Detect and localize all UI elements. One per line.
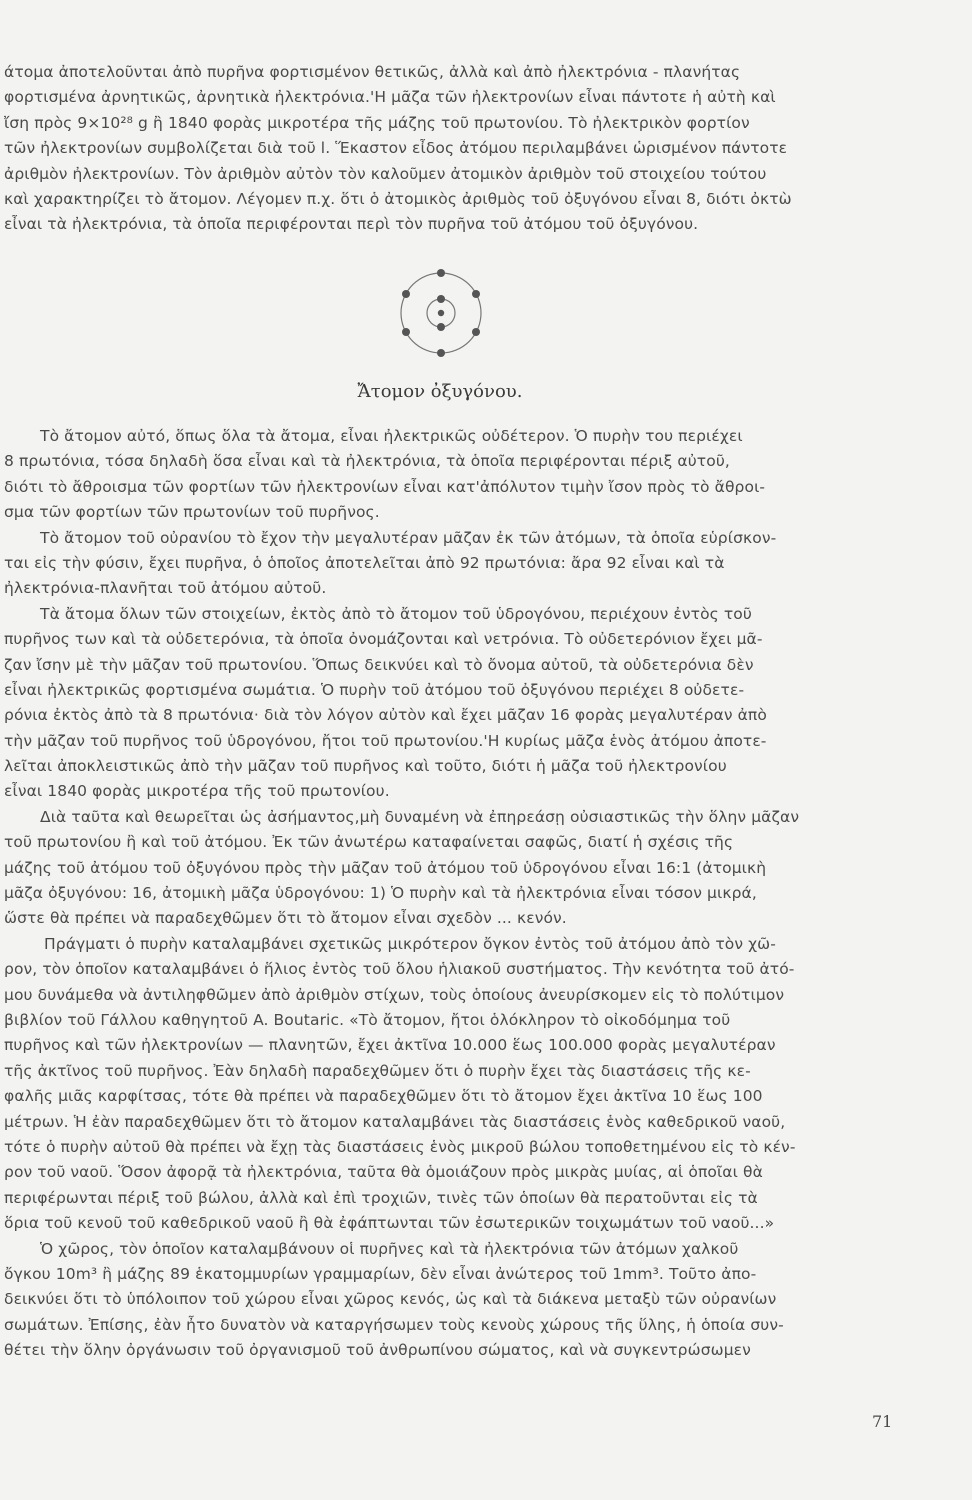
text-line: καὶ χαρακτηρίζει τὸ ἄτομον. Λέγομεν π.χ. ὅτι ὁ ἀτομικὸς ἀριθμὸς τοῦ ὀξυγόνου εἶναι 8, διότι ὀκτὼ xyxy=(4,189,792,208)
text-line: άτομα ἀποτελοῦνται ἀπὸ πυρῆνα φορτισμένον θετικῶς, ἀλλὰ καὶ ἀπὸ ἠλεκτρόνια - πλανήτας xyxy=(4,63,741,81)
text-line: βιβλίον τοῦ Γάλλου καθηγητοῦ A. Boutaric. «Τὸ ἄτομον, ἤτοι ὁλόκληρον τὸ οἰκοδόμημα τοῦ xyxy=(4,1010,731,1029)
text-line: ρον τοῦ ναοῦ. Ὅσον ἀφορᾷ τὰ ἠλεκτρόνια, ταῦτα θὰ ὁμοιάζουν πρὸς μικρὰς μυίας, αἱ ὁποῖαι θὰ xyxy=(4,1163,763,1182)
outer-electron xyxy=(472,328,480,336)
text-line: Τὰ ἄτομα ὅλων τῶν στοιχείων, ἐκτὸς ἀπὸ τὸ ἄτομον τοῦ ὑδρογόνου, περιέχουν ἐντὸς τοῦ xyxy=(40,604,752,623)
text-line: Ὁ χῶρος, τὸν ὁποῖον καταλαμβάνουν οἱ πυρῆνες καὶ τὰ ἠλεκτρόνια τῶν ἀτόμων χαλκοῦ xyxy=(40,1239,739,1258)
text-line: δεικνύει ὅτι τὸ ὑπόλοιπον τοῦ χώρου εἶναι χῶρος κενός, ὡς καὶ τὰ διάκενα μεταξὺ τῶν οὐρανίων xyxy=(4,1290,777,1309)
text-line: Τὸ ἄτομον τοῦ οὐρανίου τὸ ἔχον τὴν μεγαλυτέραν μᾶζαν ἐκ τῶν ἀτόμων, τὰ ὁποῖα εὑρίσκον- xyxy=(40,528,777,547)
opening-paragraph xyxy=(4,60,884,238)
text-line: 8 πρωτόνια, τόσα δηλαδὴ ὅσα εἶναι καὶ τὰ ἠλεκτρόνια, τὰ ὁποῖα περιφέρονται πέριξ αὐτοῦ, xyxy=(4,452,730,471)
text-line: πυρῆνος καὶ τῶν ἠλεκτρονίων — πλανητῶν, ἔχει ἀκτῖνα 10.000 ἕως 100.000 φορὰς μεγαλυτέραν xyxy=(4,1036,776,1055)
text-line: ται εἰς τὴν φύσιν, ἔχει πυρῆνα, ὁ ὁποῖος ἀποτελεῖται ἀπὸ 92 πρωτόνια: ἄρα 92 εἶναι καὶ τὰ xyxy=(4,553,725,572)
text-line: ρόνια ἐκτὸς ἀπὸ τὰ 8 πρωτόνια· διὰ τὸν λόγον αὐτὸν καὶ ἔχει μᾶζαν 16 φορὰς μεγαλυτέραν ἀπὸ xyxy=(4,706,767,725)
text-line: διότι τὸ ἄθροισμα τῶν φορτίων τῶν ἠλεκτρονίων εἶναι κατ'ἀπόλυτον τιμὴν ἴσον πρὸς τὸ ἄθροι- xyxy=(4,477,766,496)
text-line: φορτισμένα ἀρνητικῶς, ἀρνητικὰ ἠλεκτρόνια.'Η μᾶζα τῶν ἠλεκτρονίων εἶναι πάντοτε ἡ αὐτὴ καὶ xyxy=(4,88,776,107)
text-line: περιφέρωνται πέριξ τοῦ βώλου, ἀλλὰ καὶ ἐπὶ τροχιῶν, τινὲς τῶν ὁποίων θὰ περατοῦνται εἰς τὰ xyxy=(4,1188,758,1207)
text-line: ὅρια τοῦ κενοῦ τοῦ καθεδρικοῦ ναοῦ ἢ θὰ ἐφάπτωνται τῶν ἐσωτερικῶν τοιχωμάτων τοῦ ναοῦ...» xyxy=(4,1214,775,1233)
text-line: τότε ὁ πυρὴν αὐτοῦ θὰ πρέπει νὰ ἔχῃ τὰς διαστάσεις ἑνὸς μικροῦ βώλου τοποθετημένου εἰς τὸ κέν- xyxy=(4,1137,796,1156)
text-line: σμα τῶν φορτίων τῶν πρωτονίων τοῦ πυρῆνος. xyxy=(4,503,380,522)
text-line: Τὸ ἄτομον αὐτό, ὅπως ὅλα τὰ ἄτομα, εἶναι ἠλεκτρικῶς οὐδέτερον. Ὁ πυρὴν του περιέχει xyxy=(40,427,743,445)
text-line: φαλῆς μιᾶς καρφίτσας, τότε θὰ πρέπει νὰ παραδεχθῶμεν ὅτι τὸ ἄτομον ἔχει ἀκτῖνα 10 ἕως 100 xyxy=(4,1087,763,1106)
oxygen-atom-diagram xyxy=(386,258,496,368)
text-line: ἴση πρὸς 9×10²⁸ g ἢ 1840 φορὰς μικροτέρα τῆς μάζης τοῦ πρωτονίου. Τὸ ἠλεκτρικὸν φορτίον xyxy=(4,113,750,132)
text-line: εἶναι 1840 φορὰς μικροτέρα τῆς τοῦ πρωτονίου. xyxy=(4,782,390,801)
text-line: λεῖται ἀποκλειστικῶς ἀπὸ τὴν μᾶζαν τοῦ πυρῆνος καὶ τοῦτο, διότι ἡ μᾶζα τοῦ ἠλεκτρονίου xyxy=(4,757,727,776)
text-line: πυρῆνος των καὶ τὰ οὐδετερόνια, τὰ ὁποῖα ὀνομάζονται καὶ νετρόνια. Τὸ οὐδετερόνιον ἔχει μᾶ- xyxy=(4,630,763,649)
body-text xyxy=(4,424,884,1363)
page-number: 71 xyxy=(872,1412,893,1431)
text-line: σωμάτων. Ἐπίσης, ἐὰν ἦτο δυνατὸν νὰ καταργήσωμεν τοὺς κενοὺς χώρους τῆς ὕλης, ἡ ὁποία συν- xyxy=(4,1315,784,1334)
text-line: μου δυνάμεθα νὰ ἀντιληφθῶμεν ἀπὸ ἀριθμὸν στίχων, τοὺς ὁποίους ἀνευρίσκομεν εἰς τὸ πολύτιμον xyxy=(4,985,785,1004)
text-line: ἀριθμὸν ἠλεκτρονίων. Τὸν ἀριθμὸν αὐτὸν τὸν καλοῦμεν ἀτομικὸν ἀριθμὸν τοῦ στοιχείου τούτου xyxy=(4,164,767,183)
text-line: τοῦ πρωτονίου ἢ καὶ τοῦ ἀτόμου. Ἐκ τῶν ἀνωτέρω καταφαίνεται σαφῶς, διατί ἡ σχέσις τῆς xyxy=(4,833,734,852)
text-line: εἶναι τὰ ἠλεκτρόνια, τὰ ὁποῖα περιφέρονται περὶ τὸν πυρῆνα τοῦ ἀτόμου τοῦ ὀξυγόνου. xyxy=(4,215,699,234)
text-line: μέτρων. Ἡ ἐὰν παραδεχθῶμεν ὅτι τὸ ἄτομον καταλαμβάνει τὰς διαστάσεις ἑνὸς καθεδρικοῦ ναοῦ, xyxy=(4,1112,786,1131)
text-line: ἠλεκτρόνια-πλανῆται τοῦ ἀτόμου αὐτοῦ. xyxy=(4,579,327,598)
text-line: θέτει τὴν ὅλην ὀργάνωσιν τοῦ ὀργανισμοῦ τοῦ ἀνθρωπίνου σώματος, καὶ νὰ συγκεντρώσωμεν xyxy=(4,1341,751,1360)
outer-electron xyxy=(472,290,480,298)
figure-caption: Ἄτομον ὀξυγόνου. xyxy=(357,381,523,402)
text-line: εἶναι ἠλεκτρικῶς φορτισμένα σωμάτια. Ὁ πυρὴν τοῦ ἀτόμου τοῦ ὀξυγόνου περιέχει 8 οὐδετε- xyxy=(4,680,745,699)
text-line: ρον, τὸν ὁποῖον καταλαμβάνει ὁ ἥλιος ἐντὸς τοῦ ὅλου ἡλιακοῦ συστήματος. Τὴν κενότητα τοῦ ἀτό- xyxy=(4,960,795,979)
text-line: ὄγκου 10m³ ἢ μάζης 89 ἑκατομμυρίων γραμμαρίων, δὲν εἶναι ἀνώτερος τοῦ 1mm³. Τοῦτο ἀπο- xyxy=(4,1264,757,1283)
text-line: Πράγματι ὁ πυρὴν καταλαμβάνει σχετικῶς μικρότερον ὄγκον ἐντὸς τοῦ ἀτόμου ἀπὸ τὸν χῶ- xyxy=(44,934,776,953)
inner-electron xyxy=(437,295,445,303)
outer-electron xyxy=(402,290,410,298)
text-line: τῶν ἠλεκτρονίων συμβολίζεται διὰ τοῦ l. Ἕκαστον εἶδος ἀτόμου περιλαμβάνει ὡρισμένον πάντοτε xyxy=(4,139,788,158)
text-line: τῆς ἀκτῖνος τοῦ πυρῆνος. Ἐὰν δηλαδὴ παραδεχθῶμεν ὅτι ὁ πυρὴν ἔχει τὰς διαστάσεις τῆς κε- xyxy=(4,1061,751,1080)
text-line: ζαν ἴσην μὲ τὴν μᾶζαν τοῦ πρωτονίου. Ὅπως δεικνύει καὶ τὸ ὄνομα αὐτοῦ, τὰ οὐδετερόνια δὲν xyxy=(4,655,754,674)
text-line: μάζης τοῦ ἀτόμου τοῦ ὀξυγόνου πρὸς τὴν μᾶζαν τοῦ ἀτόμου τοῦ ὑδρογόνου εἶναι 16:1 (ἀτομικὴ xyxy=(4,858,767,877)
nucleus xyxy=(438,310,444,316)
text-line: ὥστε θὰ πρέπει νὰ παραδεχθῶμεν ὅτι τὸ ἄτομον εἶναι σχεδὸν ... κενόν. xyxy=(4,909,567,928)
outer-electron xyxy=(437,269,445,277)
outer-electron xyxy=(402,328,410,336)
outer-electron xyxy=(437,349,445,357)
inner-electron xyxy=(437,323,445,331)
text-line: μᾶζα ὀξυγόνου: 16, ἀτομικὴ μᾶζα ὑδρογόνου: 1) Ὁ πυρὴν καὶ τὰ ἠλεκτρόνια εἶναι τόσον μικρά, xyxy=(4,884,757,903)
text-line: τὴν μᾶζαν τοῦ πυρῆνος τοῦ ὑδρογόνου, ἤτοι τοῦ πρωτονίου.'Η κυρίως μᾶζα ἑνὸς ἀτόμου ἀποτε- xyxy=(4,731,767,750)
text-line: Διὰ ταῦτα καὶ θεωρεῖται ὡς ἀσήμαντος,μὴ δυναμένη νὰ ἐπηρεάσῃ οὐσιαστικῶς τὴν ὅλην μᾶζαν xyxy=(40,807,800,826)
